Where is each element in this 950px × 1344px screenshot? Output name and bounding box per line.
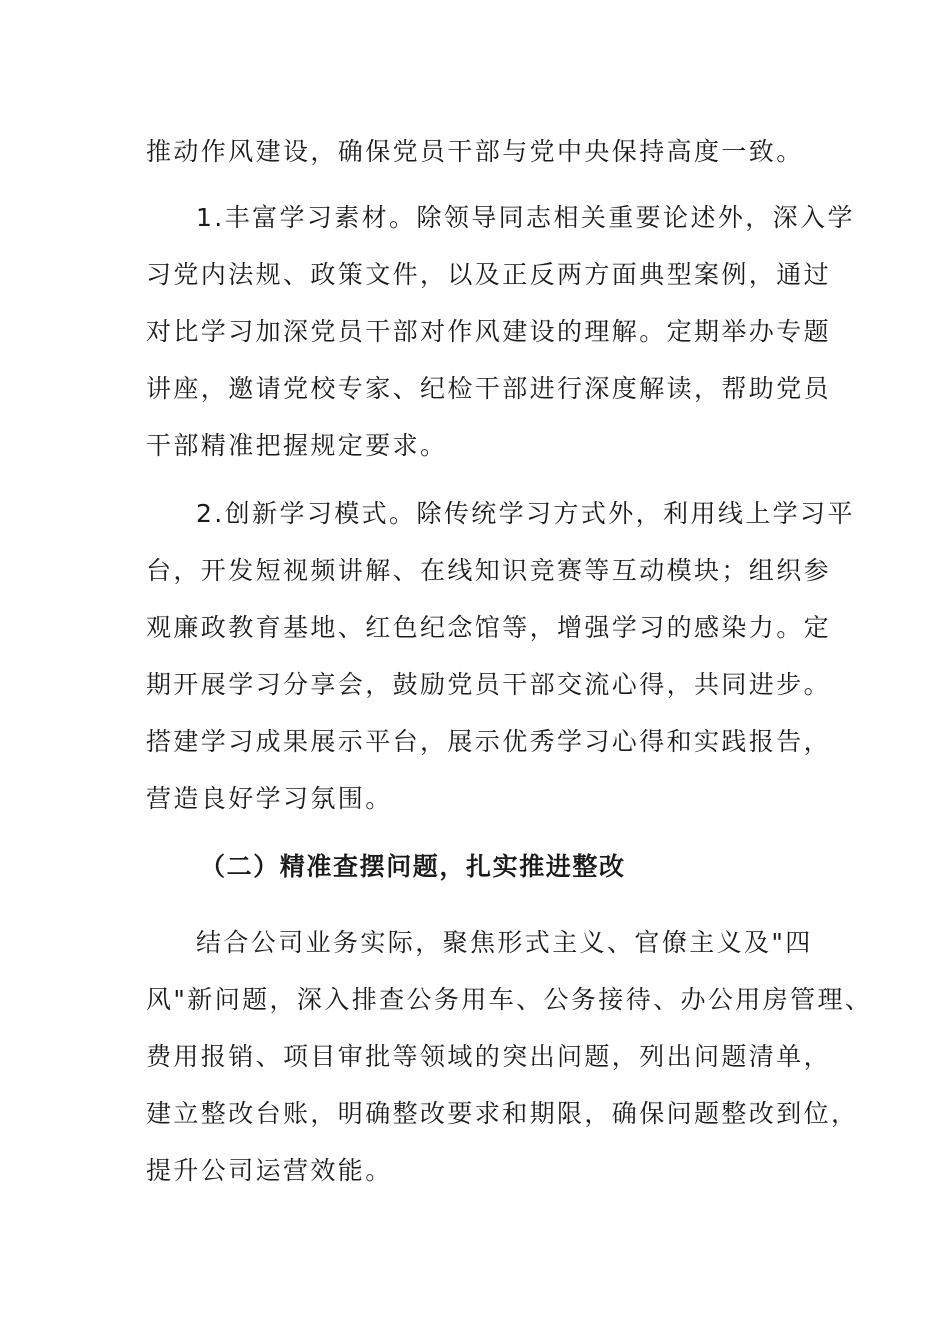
item1-line: 对比学习加深党员干部对作风建设的理解。定期举办专题 <box>146 317 832 346</box>
item1-line: 习党内法规、政策文件，以及正反两方面典型案例，通过 <box>146 260 832 289</box>
item1-line: 1.丰富学习素材。除领导同志相关重要论述外，深入学 <box>196 203 855 232</box>
section2-line: 风"新问题，深入排查公务用车、公务接待、办公用房管理、 <box>146 985 873 1014</box>
section-heading: （二）精准查摆问题，扎实推进整改 <box>200 852 626 881</box>
section2-line: 费用报销、项目审批等领域的突出问题，列出问题清单， <box>146 1042 832 1071</box>
item2-line: 营造良好学习氛围。 <box>146 784 393 813</box>
item1-line: 讲座，邀请党校专家、纪检干部进行深度解读，帮助党员 <box>146 374 832 403</box>
item2-line: 台，开发短视频讲解、在线知识竞赛等互动模块；组织参 <box>146 556 832 585</box>
item2-line: 观廉政教育基地、红色纪念馆等，增强学习的感染力。定 <box>146 613 832 642</box>
item2-line: 2.创新学习模式。除传统学习方式外，利用线上学习平 <box>196 499 855 528</box>
section2-line: 建立整改台账，明确整改要求和期限，确保问题整改到位， <box>146 1099 859 1128</box>
item2-line: 搭建学习成果展示平台，展示优秀学习心得和实践报告， <box>146 727 832 756</box>
paragraph-continuation-line: 推动作风建设，确保党员干部与党中央保持高度一致。 <box>146 137 804 166</box>
item2-line: 期开展学习分享会，鼓励党员干部交流心得，共同进步。 <box>146 670 832 699</box>
section2-line: 提升公司运营效能。 <box>146 1156 393 1185</box>
item1-line: 干部精准把握规定要求。 <box>146 431 448 460</box>
section2-line: 结合公司业务实际，聚焦形式主义、官僚主义及"四 <box>196 928 813 957</box>
